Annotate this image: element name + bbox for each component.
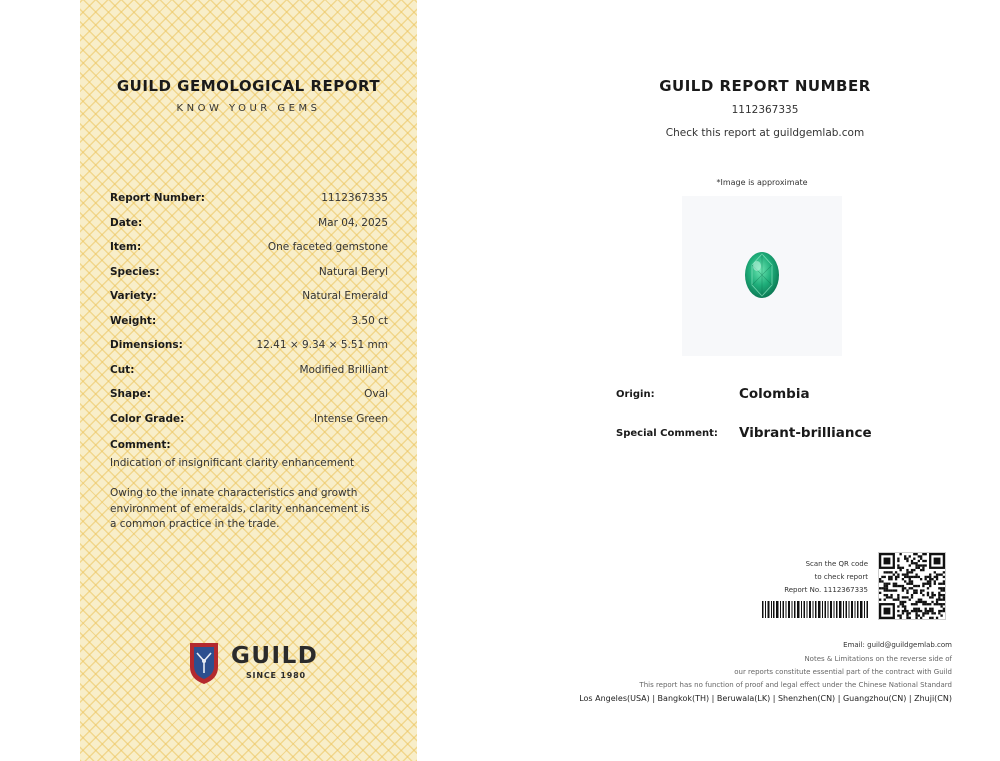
- field-value: 3.50 ct: [351, 314, 388, 327]
- field-row-date: [110, 217, 388, 242]
- origin-value: Colombia: [739, 386, 810, 402]
- qr-report-number: Report No. 1112367335: [784, 586, 868, 594]
- special-comment-value: Vibrant-brilliance: [739, 425, 872, 441]
- qr-code[interactable]: [878, 552, 946, 620]
- field-value: One faceted gemstone: [267, 241, 388, 253]
- field-label: Weight:: [110, 314, 157, 327]
- guild-shield-icon: [188, 641, 220, 685]
- footer-cities: Los Angeles(USA) | Bangkok(TH) | Beruwala(LK) | Shenzhen(CN) | Guangzhou(CN) | Zhuji(CN): [579, 694, 952, 703]
- field-label: Item:: [110, 241, 142, 253]
- origin-label: Origin:: [616, 389, 655, 400]
- field-value: Natural Emerald: [302, 290, 388, 302]
- field-label: Report Number:: [110, 192, 206, 204]
- field-label: Variety:: [110, 290, 157, 302]
- qr-caption-line1: Scan the QR code: [805, 560, 868, 568]
- field-value: 12.41 × 9.34 × 5.51 mm: [256, 339, 388, 351]
- qr-code-icon: [879, 553, 945, 619]
- field-row-species: [110, 266, 388, 291]
- field-label: Color Grade:: [110, 412, 185, 425]
- report-title: GUILD GEMOLOGICAL REPORT: [116, 77, 381, 95]
- field-row-report-number: [110, 192, 388, 217]
- special-comment-label: Special Comment:: [616, 428, 718, 439]
- report-left-panel: [80, 0, 417, 761]
- footer-contract: our reports constitute essential part of the contract with Guild: [734, 668, 952, 676]
- footer-disclaimer: This report has no function of proof and legal effect under the Chinese National Standard: [639, 681, 952, 689]
- image-approx-note: *Image is approximate: [716, 178, 808, 187]
- field-value: Mar 04, 2025: [318, 216, 388, 229]
- field-row-variety: [110, 290, 388, 315]
- gem-image-frame: [682, 196, 842, 356]
- field-row-color-grade: [110, 413, 388, 438]
- report-subtitle: KNOW YOUR GEMS: [176, 103, 321, 114]
- guild-logo: [188, 641, 318, 685]
- field-value: Intense Green: [313, 412, 388, 425]
- gem-fields-list: [110, 192, 388, 437]
- report-number-title: GUILD REPORT NUMBER: [659, 77, 871, 95]
- check-report-text: Check this report at guildgemlab.com: [665, 127, 865, 139]
- field-row-dimensions: [110, 339, 388, 364]
- comment-label: Comment:: [110, 439, 171, 451]
- field-value: 1112367335: [321, 192, 388, 204]
- emerald-gem-icon: [742, 249, 782, 301]
- barcode-icon: [762, 601, 870, 618]
- footer-notes: Notes & Limitations on the reverse side of: [804, 655, 952, 663]
- field-value: Natural Beryl: [318, 265, 388, 278]
- field-row-shape: [110, 388, 388, 413]
- footer-email: Email: guild@guildgemlab.com: [843, 641, 952, 649]
- field-value: Oval: [364, 388, 388, 400]
- field-row-cut: [110, 364, 388, 389]
- field-label: Species:: [110, 265, 160, 278]
- field-row-weight: [110, 315, 388, 340]
- report-number: 1112367335: [731, 104, 799, 116]
- field-label: Shape:: [110, 388, 151, 400]
- logo-wordmark: GUILD: [231, 643, 319, 669]
- comment-text: Indication of insignificant clarity enhancement: [110, 457, 355, 469]
- field-label: Dimensions:: [110, 339, 183, 351]
- field-value: Modified Brilliant: [299, 363, 388, 376]
- logo-since: SINCE 1980: [246, 671, 306, 680]
- field-label: Cut:: [110, 363, 135, 376]
- qr-caption-line2: to check report: [814, 573, 868, 581]
- comment-note: Owing to the innate characteristics and growth environment of emeralds, clarity enhancement is a common practice in the trade.: [110, 487, 370, 530]
- field-label: Date:: [110, 216, 143, 229]
- field-row-item: [110, 241, 388, 266]
